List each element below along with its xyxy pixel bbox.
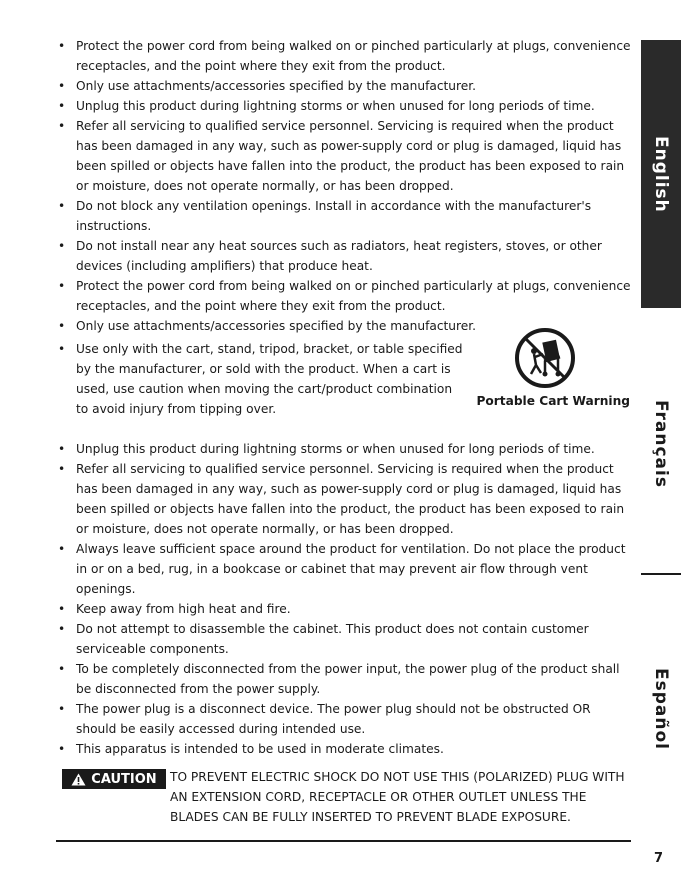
list-item: • Protect the power cord from being walked on or pinched particularly at plugs, convenience receptacles, and the point where they exit from the product.: [56, 276, 632, 316]
warning-triangle-icon: [71, 773, 86, 786]
side-divider: [641, 573, 681, 575]
bullet-list-bottom: [56, 439, 632, 759]
bullet-list-cart: [56, 339, 466, 419]
caution-badge: [62, 769, 166, 789]
list-item: • Keep away from high heat and fire.: [56, 599, 632, 619]
list-item: • Do not attempt to disassemble the cabinet. This product does not contain customer serviceable components.: [56, 619, 632, 659]
list-item: • Only use attachments/accessories specified by the manufacturer.: [56, 316, 632, 336]
tab-english-label: English: [651, 135, 671, 213]
caution-notice: [56, 767, 636, 827]
list-item: • The power plug is a disconnect device. The power plug should not be obstructed OR should be easily accessed during intended use.: [56, 699, 632, 739]
cart-tip-warning-icon: [514, 327, 576, 389]
list-item: • Always leave sufficient space around the product for ventilation. Do not place the product in or on a bed, rug, in a bookcase or cabinet that may prevent air flow through vent openings.: [56, 539, 632, 599]
tab-espanol-label: Español: [651, 668, 671, 750]
list-item: • This apparatus is intended to be used in moderate climates.: [56, 739, 632, 759]
caution-text: TO PREVENT ELECTRIC SHOCK DO NOT USE THIS (POLARIZED) PLUG WITH AN EXTENSION CORD, RECEPTACLE OR OTHER OUTLET UNLESS THE BLADES CAN BE FULLY INSERTED TO PREVENT BLADE EXPOSURE.: [170, 770, 625, 824]
safety-instructions: [56, 36, 632, 759]
list-item: • Unplug this product during lightning storms or when unused for long periods of time.: [56, 96, 632, 116]
list-item: • Refer all servicing to qualified service personnel. Servicing is required when the product has been damaged in any way, such as power-supply cord or plug is damaged, liquid has been spilled or objects have fallen into the product, the product has been exposed to rain or moisture, does not operate normally, or has been dropped.: [56, 459, 632, 539]
list-item: • Use only with the cart, stand, tripod, bracket, or table specified by the manufacturer, or sold with the product. When a cart is used, use caution when moving the cart/product combination to avoid injury from tipping over.: [56, 339, 466, 419]
page-number: 7: [653, 851, 663, 866]
list-item: • To be completely disconnected from the power input, the power plug of the product shall be disconnected from the power supply.: [56, 659, 632, 699]
cart-warning-block: [56, 339, 632, 439]
list-item: • Protect the power cord from being walked on or pinched particularly at plugs, convenience receptacles, and the point where they exit from the product.: [56, 36, 632, 76]
caution-label: CAUTION: [91, 771, 157, 787]
list-item: • Do not block any ventilation openings. Install in accordance with the manufacturer's instructions.: [56, 196, 632, 236]
tab-english: [641, 40, 681, 308]
list-item: • Unplug this product during lightning storms or when unused for long periods of time.: [56, 439, 632, 459]
bullet-list-top: [56, 36, 632, 336]
list-item: • Do not install near any heat sources such as radiators, heat registers, stoves, or other devices (including amplifiers) that produce heat.: [56, 236, 632, 276]
cart-warning-figure: [460, 327, 630, 411]
tab-francais: [641, 400, 681, 488]
list-item: • Only use attachments/accessories specified by the manufacturer.: [56, 76, 632, 96]
tab-espanol: [641, 668, 681, 750]
tab-francais-label: Français: [651, 400, 671, 488]
footer-rule: [56, 840, 631, 842]
cart-warning-caption: Portable Cart Warning: [476, 394, 630, 408]
list-item: • Refer all servicing to qualified service personnel. Servicing is required when the product has been damaged in any way, such as power-supply cord or plug is damaged, liquid has been spilled or objects have fallen into the product, the product has been exposed to rain or moisture, does not operate normally, or has been dropped.: [56, 116, 632, 196]
